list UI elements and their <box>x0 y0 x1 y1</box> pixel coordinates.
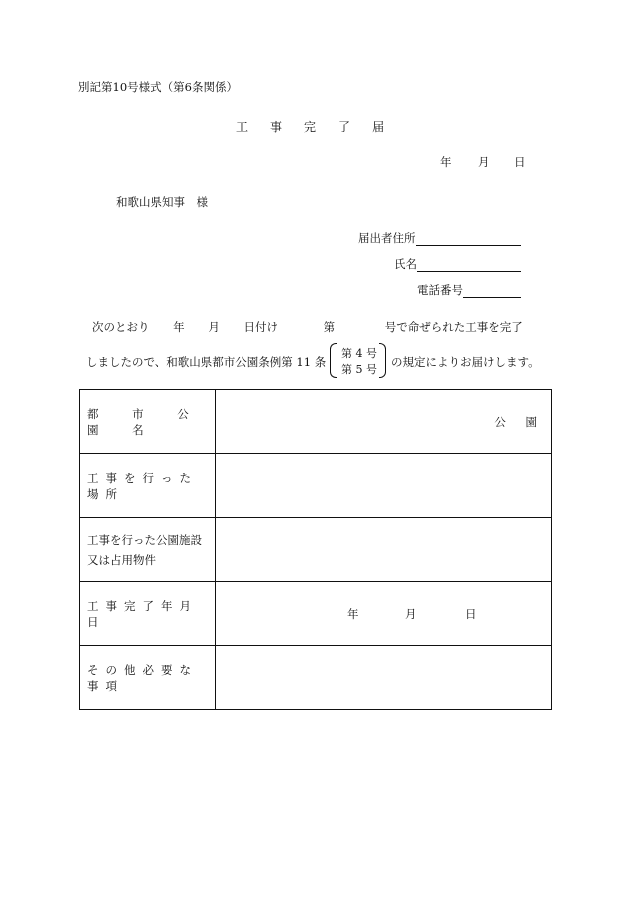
facility-label <box>80 518 216 582</box>
table-row <box>80 454 552 518</box>
form-table <box>79 389 552 710</box>
title-char: 了 <box>338 120 351 134</box>
title-char: 工 <box>236 120 249 134</box>
addressee: 和歌山県知事 様 <box>116 195 208 209</box>
title-char: 届 <box>372 120 385 134</box>
article-option-bracket <box>330 343 386 377</box>
completion-date <box>347 606 477 622</box>
facility-label-line-1: 工事を行った公園施設 <box>87 532 202 547</box>
body-line-1 <box>92 319 523 335</box>
applicant-name-line[interactable] <box>417 258 521 272</box>
body-day-suffix: 日付け <box>243 320 278 334</box>
facility-label-line-2: 又は占用物件 <box>87 552 156 567</box>
table-row <box>80 390 552 454</box>
form-number: 別記第10号様式（第6条関係） <box>78 80 238 94</box>
table-row <box>80 582 552 646</box>
facility-field[interactable] <box>216 518 552 582</box>
body-line-2-tail: の規定によりお届けします。 <box>391 355 540 369</box>
body-no-prefix: 第 <box>323 320 336 334</box>
completion-month-label: 月 <box>405 607 417 621</box>
completion-day-label: 日 <box>465 607 477 621</box>
park-suffix: 公 園 <box>494 415 545 429</box>
date-day-label: 日 <box>514 155 526 169</box>
applicant-phone-label: 電話番号 <box>417 283 463 297</box>
body-lead: 次のとおり <box>92 320 150 334</box>
applicant-name-label: 氏名 <box>394 257 417 271</box>
applicant-address-label: 届出者住所 <box>358 231 416 245</box>
work-location-field[interactable] <box>216 454 552 518</box>
date-year-label: 年 <box>440 155 452 169</box>
applicant-address-line[interactable] <box>416 232 521 246</box>
work-location-label: 工事を行った場所 <box>80 454 216 518</box>
completion-date-field[interactable] <box>216 582 552 646</box>
table-row <box>80 518 552 582</box>
table-row <box>80 646 552 710</box>
applicant-name-row <box>394 256 521 272</box>
right-brace <box>379 343 386 378</box>
other-matters-label: その他必要な事項 <box>80 646 216 710</box>
article-option-4: 第 4 号 <box>341 347 377 360</box>
left-brace <box>330 343 337 378</box>
body-line-2-lead: しましたので、和歌山県都市公園条例第 11 条 <box>86 355 327 369</box>
other-matters-field[interactable] <box>216 646 552 710</box>
body-year: 年 <box>173 320 185 334</box>
applicant-address-row <box>358 230 521 246</box>
article-option-5: 第 5 号 <box>341 363 377 376</box>
completion-year-label: 年 <box>347 607 359 621</box>
applicant-phone-line[interactable] <box>463 284 521 298</box>
submission-date <box>440 154 526 170</box>
park-name-field[interactable] <box>216 390 552 454</box>
document-title <box>236 118 406 135</box>
body-tail: 号で命ぜられた工事を完了 <box>384 320 523 334</box>
title-char: 事 <box>270 120 283 134</box>
date-month-label: 月 <box>478 155 490 169</box>
applicant-phone-row <box>417 282 521 298</box>
park-name-label: 都 市 公 園 名 <box>80 390 216 454</box>
body-month: 月 <box>208 320 220 334</box>
completion-date-label: 工事完了年月日 <box>80 582 216 646</box>
title-char: 完 <box>304 120 317 134</box>
